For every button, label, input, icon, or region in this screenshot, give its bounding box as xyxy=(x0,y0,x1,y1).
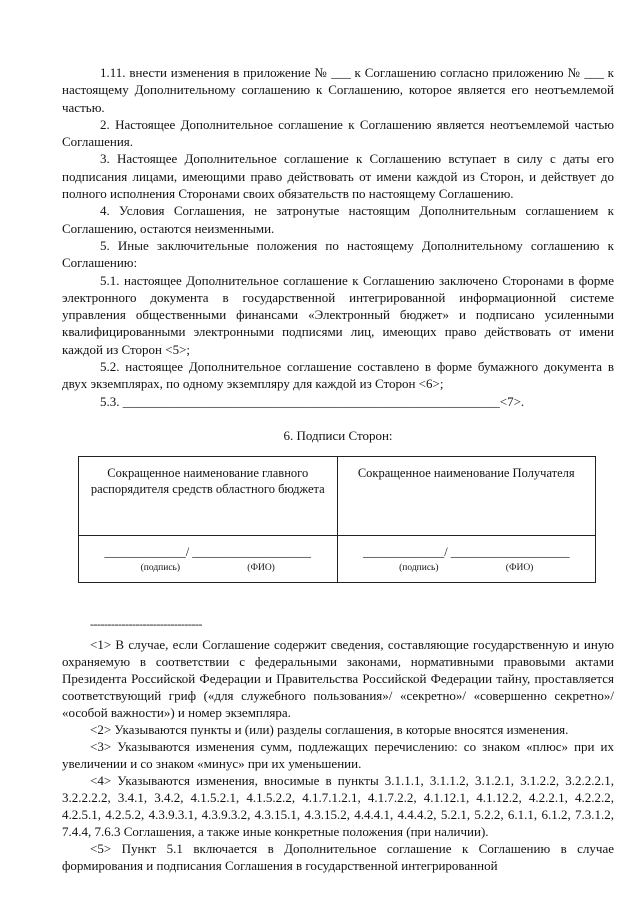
right-signature-line: _____________/ ___________________ xyxy=(362,544,570,559)
right-party-label: Сокращенное наименование Получателя xyxy=(357,465,575,480)
document-page xyxy=(62,64,614,874)
footnote-3: <3> Указываются изменения сумм, подлежащих перечислению: со знаком «плюс» при их увеличении и со знаком «минус» при их уменьшении. xyxy=(62,738,614,771)
paragraph-3: 3. Настоящее Дополнительное соглашение к Соглашению вступает в силу с даты его подписания лицами, имеющими право действовать от имени каждой из Сторон, и действует до полного исполнения Сторонами своих обязательств по настоящему Соглашению. xyxy=(62,151,614,202)
right-party-name xyxy=(337,456,596,535)
paragraph-5-1: 5.1. настоящее Дополнительное соглашение к Соглашению заключено Сторонами в форме электронного документа в государственной интегрированной информационной системе управления общественными финансами «Электронный бюджет» и подписано усиленными квалифицированными электронными подписями лиц, имеющих право действовать от имени каждой из Сторон <5>; xyxy=(62,272,614,357)
footnote-1: <1> В случае, если Соглашение содержит сведения, составляющие государственную и иную охраняемую в соответствии с федеральными законами, нормативными правовыми актами Президента Российской Федерации и Правительства Российской Федерации тайну, проставляется соответствующий гриф («для служебного пользования»/ «секретно»/ «совершенно секретно»/ «особой важности») и номер экземпляра. xyxy=(62,636,614,720)
paragraph-1-11: 1.11. внести изменения в приложение № ___ к Соглашению согласно приложению № ___ к настоящему Дополнительному соглашению к Соглашению, которое является его неотъемлемой частью. xyxy=(62,65,614,115)
left-caption-sign: (подпись) xyxy=(140,562,181,573)
footnote-4: <4> Указываются изменения, вносимые в пункты 3.1.1.1, 3.1.1.2, 3.1.2.1, 3.1.2.2, 3.2.2.2.1, 3.2.2.2.2, 3.4.1, 3.4.2, 4.1.5.2.1, 4.1.5.2.2, 4.1.7.1.2.1, 4.1.7.2.2, 4.1.12.1, 4.1.12.2, 4.2.2.1, 4.2.2.2, 4.2.5.1, 4.2.5.2, 4.3.9.3.1, 4.3.9.3.2, 4.3.15.1, 4.3.15.2, 4.4.4.1, 4.4.4.2, 5.2.1, 5.2.2, 6.1.1, 6.1.2, 7.3.1.2, 7.4.4, 7.6.3 Соглашения, а также иные конкретные положения (при наличии). xyxy=(62,772,614,839)
footnote-5: <5> Пункт 5.1 включается в Дополнительное соглашение к Соглашению в случае формирования и подписания Соглашения в государственной интегрированной xyxy=(62,840,614,873)
paragraph-2: 2. Настоящее Дополнительное соглашение к Соглашению является неотъемлемой частью Соглашения. xyxy=(62,116,614,150)
footnote-2: <2> Указываются пункты и (или) разделы соглашения, в которые вносятся изменения. xyxy=(90,721,569,737)
right-signature-cell xyxy=(337,535,596,582)
paragraph-5-2: 5.2. настоящее Дополнительное соглашение составлено в форме бумажного документа в двух экземплярах, по одному экземпляру для каждой из Сторон <6>; xyxy=(62,359,614,392)
paragraph-4: 4. Условия Соглашения, не затронутые настоящим Дополнительным соглашением к Соглашению, остаются неизменными. xyxy=(62,203,614,236)
footnote-separator: -------------------------------- xyxy=(90,616,202,631)
signatures-table xyxy=(78,456,596,583)
paragraph-5-3: 5.3. __________________________________________________________<7>. xyxy=(100,393,525,409)
left-signature-cell xyxy=(79,535,338,582)
left-party-name xyxy=(79,456,338,535)
left-caption-name: (ФИО) xyxy=(247,562,275,573)
signatures-heading: 6. Подписи Сторон: xyxy=(283,427,393,443)
right-caption-name: (ФИО) xyxy=(505,562,534,573)
left-signature-line: _____________/ ___________________ xyxy=(104,544,312,559)
paragraph-5: 5. Иные заключительные положения по настоящему Дополнительному соглашению к Соглашению: xyxy=(62,237,614,271)
left-party-label: Сокращенное наименование главного распорядителя средств областного бюджета xyxy=(90,465,325,496)
right-caption-sign: (подпись) xyxy=(399,562,439,573)
